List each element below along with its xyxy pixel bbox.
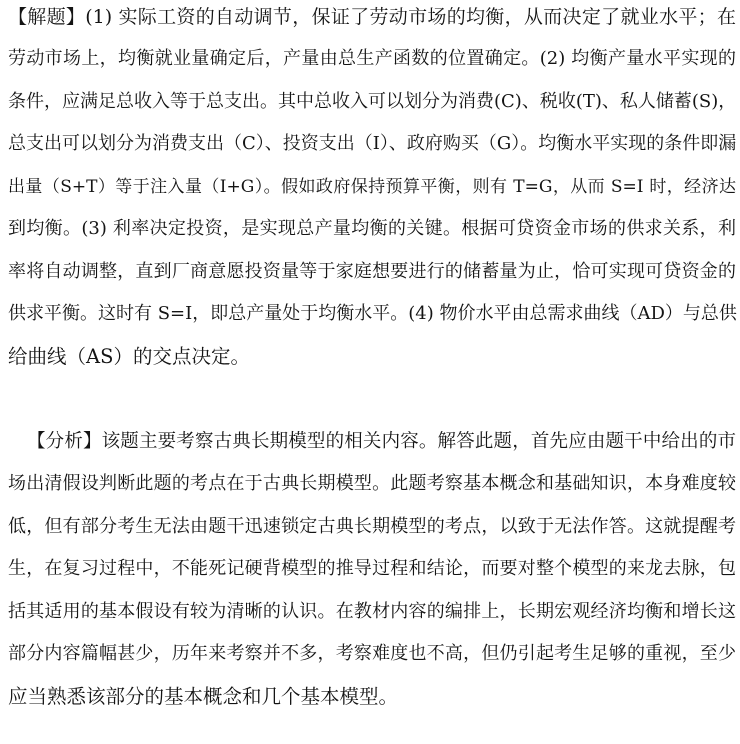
text-line: 应当熟悉该部分的基本概念和几个基本模型。	[8, 685, 399, 708]
text-line: 括其适用的基本假设有较为清晰的认识。在教材内容的编排上，长期宏观经济均衡和增长这	[8, 601, 736, 622]
text-line: 到均衡。(3) 利率决定投资，是实现总产量均衡的关键。根据可贷资金市场的供求关系，利	[8, 218, 736, 239]
text-line: 低，但有部分考生无法由题干迅速锁定古典长期模型的考点，以致于无法作答。这就提醒考	[8, 516, 736, 537]
text-line: 总支出可以划分为消费支出（C）、投资支出（I）、政府购买（G）。均衡水平实现的条件即漏	[8, 133, 737, 154]
text-line: 部分内容篇幅甚少，历年来考察并不多，考察难度也不高，但仍引起考生足够的重视，至少	[8, 643, 736, 664]
text-line: 给曲线（AS）的交点决定。	[8, 345, 250, 368]
text-line: 生，在复习过程中，不能死记硬背模型的推导过程和结论，而要对整个模型的来龙去脉，包	[8, 558, 736, 579]
text-line: 劳动市场上，均衡就业量确定后，产量由总生产函数的位置确定。(2) 均衡产量水平实现的	[8, 48, 736, 69]
text-line: 【解题】(1) 实际工资的自动调节，保证了劳动市场的均衡，从而决定了就业水平；在	[8, 6, 736, 28]
text-line: 供求平衡。这时有 S=I，即总产量处于均衡水平。(4) 物价水平由总需求曲线（AD）与总供	[8, 303, 737, 324]
text-line: 出量（S+T）等于注入量（I+G）。假如政府保持预算平衡，则有 T=G，从而 S=I 时，经济达	[8, 177, 736, 197]
text-line: 【分析】该题主要考察古典长期模型的相关内容。解答此题，首先应由题干中给出的市	[27, 431, 736, 452]
text-line: 场出清假设判断此题的考点在于古典长期模型。此题考察基本概念和基础知识，本身难度较	[8, 473, 736, 494]
text-line: 率将自动调整，直到厂商意愿投资量等于家庭想要进行的储蓄量为止，恰可实现可贷资金的	[8, 261, 736, 282]
text-line: 条件，应满足总收入等于总支出。其中总收入可以划分为消费(C)、税收(T)、私人储蓄(S)，	[8, 91, 737, 112]
